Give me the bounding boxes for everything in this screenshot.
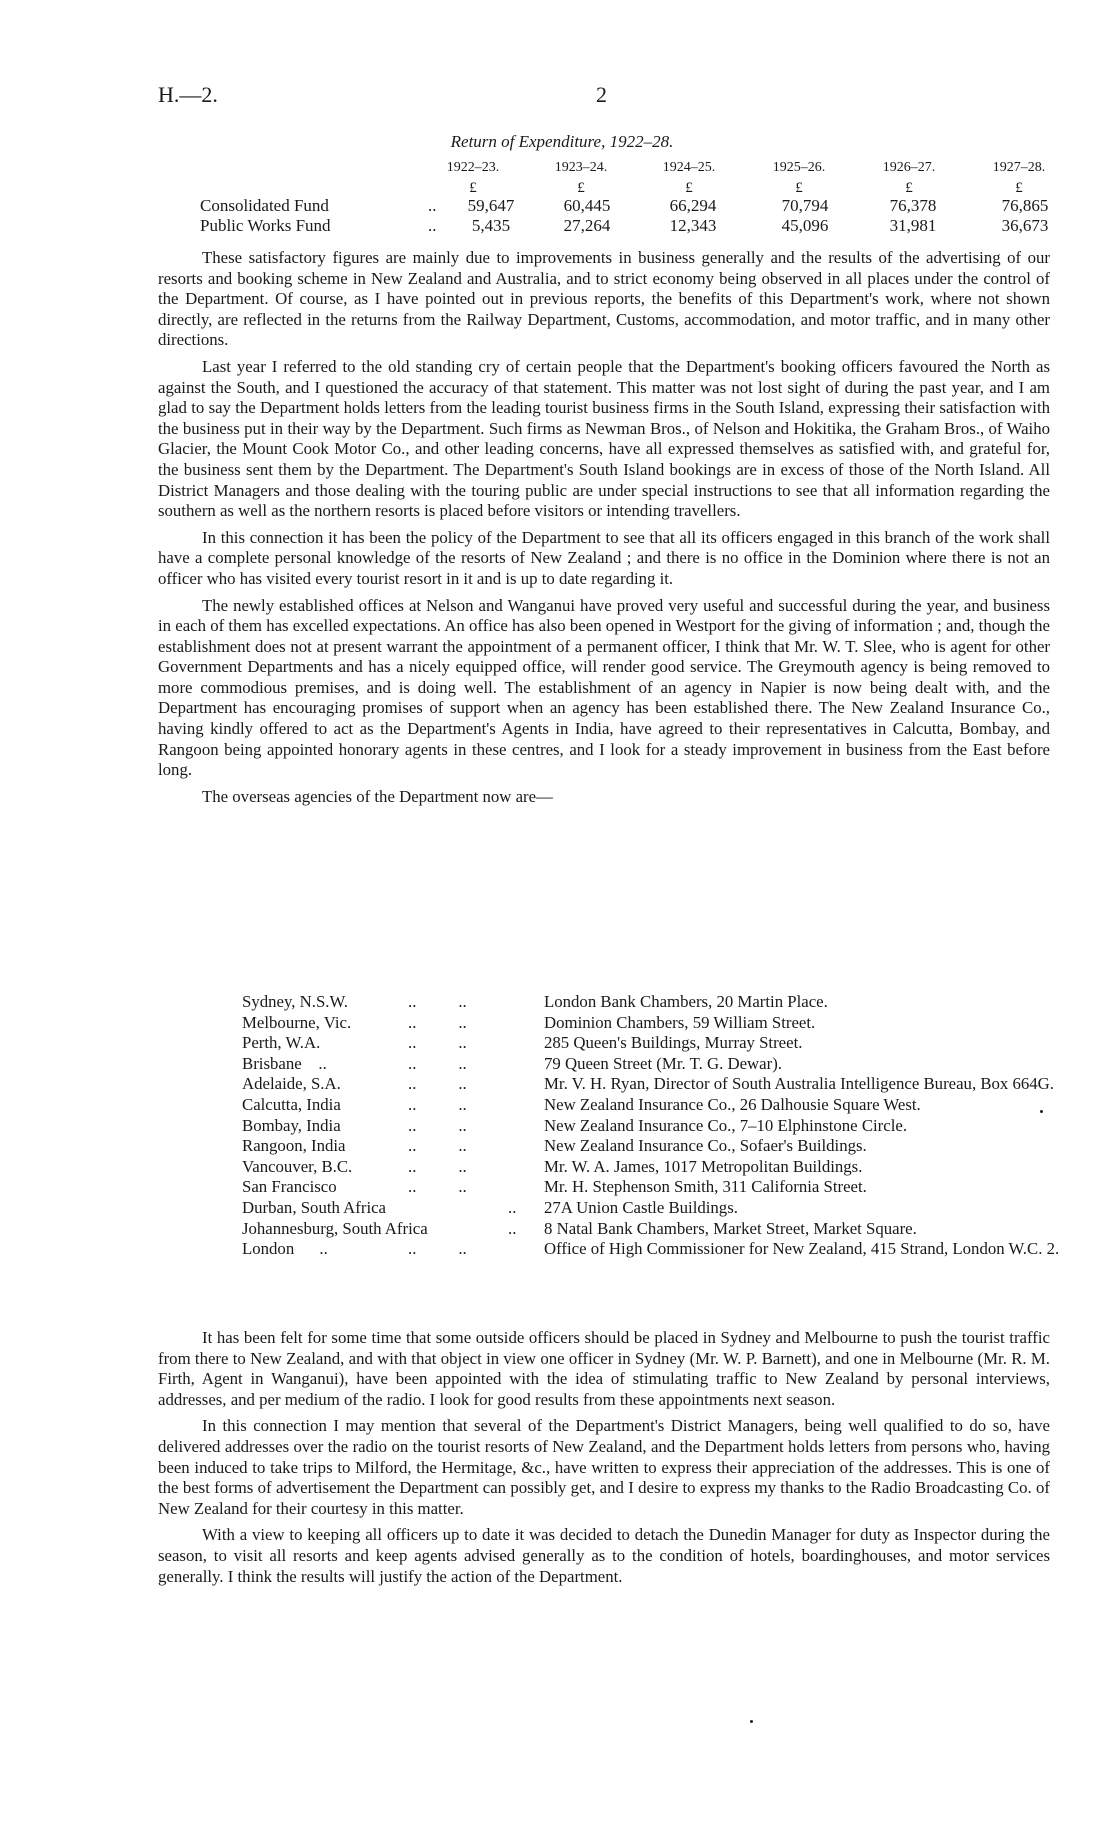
agency-address: New Zealand Insurance Co., 7–10 Elphinstone Circle. — [544, 1115, 908, 1135]
agency-city: San Francisco — [242, 1177, 337, 1197]
table-cell: 70,794 — [781, 196, 829, 215]
agency-city: Rangoon, India — [242, 1136, 346, 1156]
agency-city: Vancouver, B.C. — [242, 1156, 353, 1176]
list-item — [242, 1033, 1062, 1054]
row-label: Public Works Fund — [200, 216, 331, 235]
paragraph: The newly established offices at Nelson and Wanganui have proved very useful and successful during the year, and business in each of them has excelled expectations. An office has also been opened in Westport for the giving of information ; and, though the establishment does not at present warrant the appointment of a permanent officer, I think that Mr. W. T. Slee, who is agent for other Government Departments and has a nicely equipped office, will render good service. The Greymouth agency is being removed to more commodious premises, and is doing well. The establishment of an agency in Napier is now being dealt with, and the Department has encouraging promises of support when an agency has been established there. The New Zealand Insurance Co., having kindly offered to act as the Department's Agents in India, have agreed to their representatives in Calcutta, Bombay, and Rangoon being appointed honorary agents in these centres, and I look for a steady improvement in business from the East before long. — [158, 595, 1050, 780]
scan-speck — [750, 1720, 753, 1723]
list-item — [242, 1239, 1062, 1260]
table-cell: 76,378 — [889, 196, 937, 215]
agency-dots: .. .. — [408, 1033, 467, 1053]
paragraph: It has been felt for some time that some outside officers should be placed in Sydney and Melbourne to push the tourist traffic from there to New Zealand, and with that object in view one officer in Sydney (Mr. W. P. Barnett), and one in Melbourne (Mr. R. M. Firth, Agent in Wanganui), have been appointed with the idea of stimulating traffic to New Zealand by personal interviews, addresses, and per medium of the radio. I look for good results from these appointments next season. — [158, 1328, 1050, 1409]
table-cell: 12,343 — [669, 216, 717, 235]
row-dots: .. — [428, 196, 437, 215]
agency-address: Mr. W. A. James, 1017 Metropolitan Buildings. — [544, 1156, 863, 1176]
table-row — [200, 216, 1060, 236]
agency-city: Johannesburg, South Africa — [242, 1218, 428, 1238]
paragraph: In this connection I may mention that several of the Department's District Managers, being well qualified to do so, have delivered addresses over the radio on the tourist resorts of New Zealand, and the Department holds letters from persons who, having been induced to take trips to Milford, the Hermitage, &c., have written to express their appreciation of the addresses. This is one of the best forms of advertisement the Department can possibly get, and I desire to express my thanks to the Radio Broadcasting Co. of New Zealand for their courtesy in this matter. — [158, 1416, 1050, 1518]
agency-city: Bombay, India — [242, 1115, 341, 1135]
unit-symbol: £ — [1015, 180, 1023, 196]
paragraph: With a view to keeping all officers up to date it was decided to detach the Dunedin Manager for duty as Inspector during the season, to visit all resorts and keep agents advised generally as to the condition of hotels, boardinghouses, and motor services generally. I think the results will justify the action of the Department. — [158, 1525, 1050, 1586]
scan-speck — [1040, 1110, 1043, 1113]
agency-address: Mr. H. Stephenson Smith, 311 California Street. — [544, 1177, 867, 1197]
agency-city: Melbourne, Vic. — [242, 1012, 352, 1032]
row-label: Consolidated Fund — [200, 196, 329, 215]
agency-dots: .. .. — [408, 1177, 467, 1197]
year-header: 1923–24. — [554, 160, 608, 175]
table-cell: 36,673 — [1001, 216, 1049, 235]
year-header: 1922–23. — [446, 160, 500, 175]
agency-dots: .. .. — [408, 1136, 467, 1156]
table-cell: 45,096 — [781, 216, 829, 235]
list-item — [242, 1074, 1062, 1095]
paragraph: These satisfactory figures are mainly due to improvements in business generally and the results of the advertising of our resorts and booking scheme in New Zealand and Australia, and to strict economy being observed in all places under the control of the Department. Of course, as I have pointed out in previous reports, the benefits of this Department's work, where not shown directly, are reflected in the returns from the Railway Department, Customs, accommodation, and motor traffic, and in many other directions. — [158, 248, 1050, 350]
paragraph: In this connection it has been the policy of the Department to see that all its officers engaged in this branch of the work shall have a complete personal knowledge of the resorts of New Zealand ; and there is no office in the Dominion where there is not an officer who has visited every tourist resort in it and is up to date regarding it. — [158, 527, 1050, 588]
table-cell: 27,264 — [563, 216, 611, 235]
agency-dots: .. .. — [408, 992, 467, 1011]
table-cell: 76,865 — [1001, 196, 1049, 215]
paragraph: Last year I referred to the old standing cry of certain people that the Department's booking officers favoured the North as against the South, and I questioned the accuracy of that statement. This matter was not lost sight of during the past year, and I am glad to say the Department holds letters from the leading tourist business firms in the South Island, expressing their satisfaction with the business put in their way by the Department. Such firms as Newman Bros., of Nelson and Hokitika, the Graham Bros., of Waiho Glacier, the Mount Cook Motor Co., and other leading concerns, have all expressed themselves as satisfied with, and grateful for, the business sent them by the Department. The Department's South Island bookings are in excess of those of the North Island. All District Managers and those dealing with the touring public are under special instructions to see that all information regarding the southern as well as the northern resorts is placed before visitors or intending travellers. — [158, 356, 1050, 521]
table-cell: 5,435 — [471, 216, 511, 235]
agency-city: Perth, W.A. — [242, 1033, 321, 1053]
list-item — [242, 1157, 1062, 1178]
agency-city: Sydney, N.S.W. — [242, 992, 348, 1011]
list-item — [242, 1054, 1062, 1075]
agency-address: Office of High Commissioner for New Zealand, 415 Strand, London W.C. 2. — [544, 1239, 1060, 1259]
overseas-agencies-list — [242, 992, 1062, 1260]
table-cell: 31,981 — [889, 216, 937, 235]
table-cell: 66,294 — [669, 196, 717, 215]
unit-symbol: £ — [685, 180, 693, 196]
table-cell: 60,445 — [563, 196, 611, 215]
unit-symbol: £ — [905, 180, 913, 196]
agency-address: Dominion Chambers, 59 William Street. — [544, 1012, 816, 1032]
page-number: 2 — [596, 82, 607, 107]
table-header-units — [200, 180, 1060, 196]
year-header: 1926–27. — [882, 160, 936, 175]
parliamentary-paper-code: H.—2. — [158, 82, 218, 107]
expenditure-table — [200, 160, 1060, 236]
agency-dots: .. .. — [408, 1115, 467, 1135]
list-item — [242, 1177, 1062, 1198]
list-item — [242, 1198, 1062, 1219]
year-header: 1925–26. — [772, 160, 826, 175]
agency-address: London Bank Chambers, 20 Martin Place. — [544, 992, 828, 1011]
unit-symbol: £ — [795, 180, 803, 196]
table-cell: 59,647 — [467, 196, 515, 215]
agency-city: Brisbane .. — [242, 1053, 327, 1073]
agency-address: 79 Queen Street (Mr. T. G. Dewar). — [544, 1053, 782, 1073]
agency-address: New Zealand Insurance Co., Sofaer's Buildings. — [544, 1136, 867, 1156]
expenditure-table-title: Return of Expenditure, 1922–28. — [450, 132, 674, 151]
agency-address: 8 Natal Bank Chambers, Market Street, Market Square. — [544, 1218, 917, 1238]
list-item — [242, 1095, 1062, 1116]
agency-dots: .. — [508, 1218, 517, 1238]
agency-address: 285 Queen's Buildings, Murray Street. — [544, 1033, 803, 1053]
table-row — [200, 196, 1060, 216]
agency-dots: .. .. — [408, 1239, 467, 1259]
body-text-section-1 — [158, 248, 1050, 813]
table-header-years — [200, 160, 1060, 180]
list-item — [242, 1013, 1062, 1034]
list-item — [242, 1219, 1062, 1240]
agency-city: Calcutta, India — [242, 1094, 341, 1114]
agency-city: London .. — [242, 1239, 328, 1259]
row-dots: .. — [428, 216, 437, 235]
agency-dots: .. .. — [408, 1074, 467, 1094]
agency-city: Adelaide, S.A. — [242, 1074, 341, 1094]
list-item — [242, 1136, 1062, 1157]
agency-address: 27A Union Castle Buildings. — [544, 1197, 738, 1217]
paragraph-agencies-intro: The overseas agencies of the Department now are— — [202, 786, 553, 806]
agency-address: Mr. V. H. Ryan, Director of South Australia Intelligence Bureau, Box 664G. — [544, 1074, 1054, 1094]
agency-dots: .. .. — [408, 1053, 467, 1073]
list-item — [242, 1116, 1062, 1137]
body-text-section-2 — [158, 1328, 1050, 1593]
year-header: 1927–28. — [992, 160, 1046, 175]
list-item — [242, 992, 1062, 1013]
agency-dots: .. .. — [408, 1094, 467, 1114]
unit-symbol: £ — [577, 180, 585, 196]
year-header: 1924–25. — [662, 160, 716, 175]
unit-symbol: £ — [469, 180, 477, 196]
agency-address: New Zealand Insurance Co., 26 Dalhousie Square West. — [544, 1094, 921, 1114]
agency-dots: .. .. — [408, 1012, 467, 1032]
agency-city: Durban, South Africa — [242, 1197, 387, 1217]
agency-dots: .. — [508, 1197, 517, 1217]
agency-dots: .. .. — [408, 1156, 467, 1176]
